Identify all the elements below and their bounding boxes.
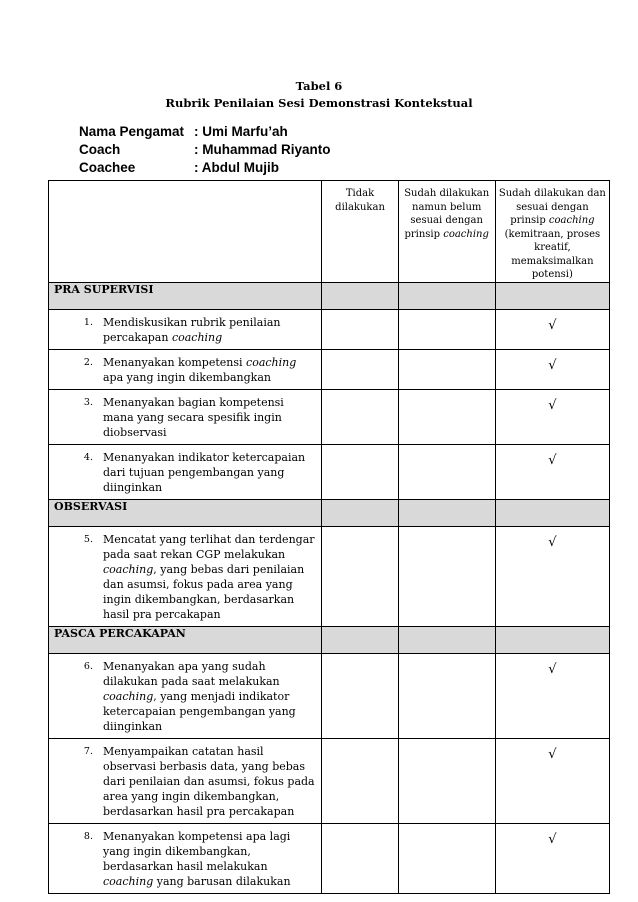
info-row-observer: [79, 123, 331, 141]
list-item: [49, 739, 321, 823]
item-text-part: Menanyakan indikator ketercapaian dari tujuan pengembangan yang diinginkan: [103, 450, 306, 494]
item-text: [103, 744, 317, 819]
check-mark-icon: √: [548, 534, 557, 550]
table-row: [49, 526, 610, 626]
item-cell: [49, 653, 322, 738]
header-text: Sudah dilakukan namun belum sesuai dengan prinsip: [404, 188, 490, 240]
rating-cell: [398, 823, 495, 893]
table-caption: Rubrik Penilaian Sesi Demonstrasi Kontekstual: [165, 96, 473, 110]
item-text: [103, 355, 317, 385]
section-row-pasca-percakapan: [49, 626, 610, 653]
item-number: 3.: [83, 396, 93, 408]
rating-cell: [495, 823, 609, 893]
item-number: 2.: [83, 356, 93, 368]
section-cell: [398, 282, 495, 309]
item-text-part: apa yang ingin dikembangkan: [103, 370, 271, 384]
document-title: [0, 78, 638, 112]
info-row-coach: [79, 141, 331, 159]
check-mark-icon: √: [548, 661, 557, 677]
item-number: 4.: [83, 451, 93, 463]
table-row: [49, 653, 610, 738]
section-cell: [398, 499, 495, 526]
section-label: PASCA PERCAKAPAN: [49, 626, 322, 653]
item-emphasis: coaching: [103, 689, 154, 703]
section-cell: [322, 282, 398, 309]
item-text-part: , yang bebas dari penilaian dan asumsi, fokus pada area yang ingin dikembangkan, berdasarkan hasil pra percakapan: [103, 562, 305, 621]
item-cell: [49, 389, 322, 444]
item-cell: [49, 823, 322, 893]
section-cell: [495, 626, 609, 653]
header-done-aligned: [495, 181, 609, 283]
check-mark-icon: √: [548, 397, 557, 413]
item-text: [103, 659, 317, 734]
header-done-not-aligned: [398, 181, 495, 283]
item-text-part: Menanyakan bagian kompetensi mana yang secara spesifik ingin diobservasi: [103, 395, 284, 439]
table-row: [49, 823, 610, 893]
table-row: [49, 309, 610, 349]
section-label: OBSERVASI: [49, 499, 322, 526]
item-text-part: Menanyakan kompetensi: [103, 355, 247, 369]
item-text: [103, 315, 317, 345]
item-text: [103, 532, 317, 622]
header-text: (kemitraan, proses kreatif, memaksimalkan potensi): [504, 228, 601, 280]
item-cell: [49, 309, 322, 349]
check-mark-icon: √: [548, 317, 557, 333]
info-value: : Abdul Mujib: [194, 160, 279, 175]
section-cell: [322, 499, 398, 526]
rating-cell: [398, 526, 495, 626]
header-row: [49, 181, 610, 283]
item-cell: [49, 738, 322, 823]
table-row: [49, 349, 610, 389]
header-not-done: Tidak dilakukan: [322, 181, 398, 283]
item-text-part: , yang menjadi indikator ketercapaian pengembangan yang diinginkan: [103, 689, 296, 733]
header-emphasis: coaching: [443, 228, 489, 240]
item-cell: [49, 526, 322, 626]
item-text-part: Menyampaikan catatan hasil observasi berbasis data, yang bebas dari penilaian dan asumsi, fokus pada area yang ingin dikembangkan, berdasarkan hasil pra percakapan: [103, 744, 315, 818]
observation-info: [79, 123, 331, 177]
item-text: [103, 829, 317, 889]
header-emphasis: coaching: [548, 215, 595, 226]
rating-cell: [398, 389, 495, 444]
item-cell: [49, 444, 322, 499]
list-item: [49, 390, 321, 444]
section-cell: [495, 499, 609, 526]
rating-cell: [495, 309, 609, 349]
rating-cell: [322, 349, 398, 389]
rating-cell: [322, 738, 398, 823]
list-item: [49, 445, 321, 499]
item-text-part: Menanyakan kompetensi apa lagi yang ingin dikembangkan, berdasarkan hasil melakukan: [103, 829, 291, 873]
section-label: PRA SUPERVISI: [49, 282, 322, 309]
list-item: [49, 824, 321, 893]
rating-cell: [322, 823, 398, 893]
info-label: Coachee: [79, 160, 136, 175]
rating-cell: [398, 309, 495, 349]
item-text: [103, 450, 317, 495]
item-number: 5.: [83, 533, 93, 545]
rating-cell: [322, 389, 398, 444]
rating-cell: [322, 309, 398, 349]
section-cell: [495, 282, 609, 309]
item-number: 8.: [83, 830, 93, 842]
rating-cell: [495, 444, 609, 499]
info-value: : Muhammad Riyanto: [194, 142, 331, 157]
item-emphasis: coaching: [171, 330, 223, 344]
rating-cell: [495, 526, 609, 626]
table-number: Tabel 6: [295, 79, 343, 93]
rating-cell: [398, 349, 495, 389]
item-number: 7.: [83, 745, 93, 757]
item-emphasis: coaching: [103, 562, 154, 576]
header-text: Sudah dilakukan dan sesuai dengan prinsip: [498, 188, 606, 226]
rating-cell: [398, 653, 495, 738]
check-mark-icon: √: [548, 746, 557, 762]
item-emphasis: coaching: [103, 874, 154, 888]
item-text-part: yang barusan dilakukan: [153, 874, 291, 888]
section-row-pra-supervisi: [49, 282, 610, 309]
check-mark-icon: √: [548, 831, 557, 847]
section-row-observasi: [49, 499, 610, 526]
rating-cell: [322, 526, 398, 626]
table-row: [49, 389, 610, 444]
check-mark-icon: √: [548, 452, 557, 468]
rating-cell: [322, 444, 398, 499]
rubric-table: [48, 180, 610, 894]
item-text-part: Menanyakan apa yang sudah dilakukan pada saat melakukan: [103, 659, 280, 688]
item-text: [103, 395, 317, 440]
section-cell: [398, 626, 495, 653]
header-empty-cell: [49, 181, 322, 283]
item-text-part: Mencatat yang terlihat dan terdengar pada saat rekan CGP melakukan: [103, 532, 315, 561]
rating-cell: [495, 738, 609, 823]
info-label: Coach: [79, 142, 121, 157]
list-item: [49, 310, 321, 349]
rating-cell: [322, 653, 398, 738]
item-text-part: Mendiskusikan rubrik penilaian percakapan: [103, 315, 281, 344]
section-cell: [322, 626, 398, 653]
info-label: Nama Pengamat: [79, 124, 185, 139]
rating-cell: [495, 349, 609, 389]
info-value: : Umi Marfu’ah: [194, 124, 288, 139]
rating-cell: [398, 738, 495, 823]
table-row: [49, 738, 610, 823]
rating-cell: [495, 653, 609, 738]
list-item: [49, 527, 321, 626]
item-number: 1.: [83, 316, 93, 328]
table-row: [49, 444, 610, 499]
rating-cell: [398, 444, 495, 499]
rating-cell: [495, 389, 609, 444]
list-item: [49, 654, 321, 738]
list-item: [49, 350, 321, 389]
check-mark-icon: √: [548, 357, 557, 373]
info-row-coachee: [79, 159, 331, 177]
item-emphasis: coaching: [246, 355, 297, 369]
item-number: 6.: [83, 660, 93, 672]
item-cell: [49, 349, 322, 389]
